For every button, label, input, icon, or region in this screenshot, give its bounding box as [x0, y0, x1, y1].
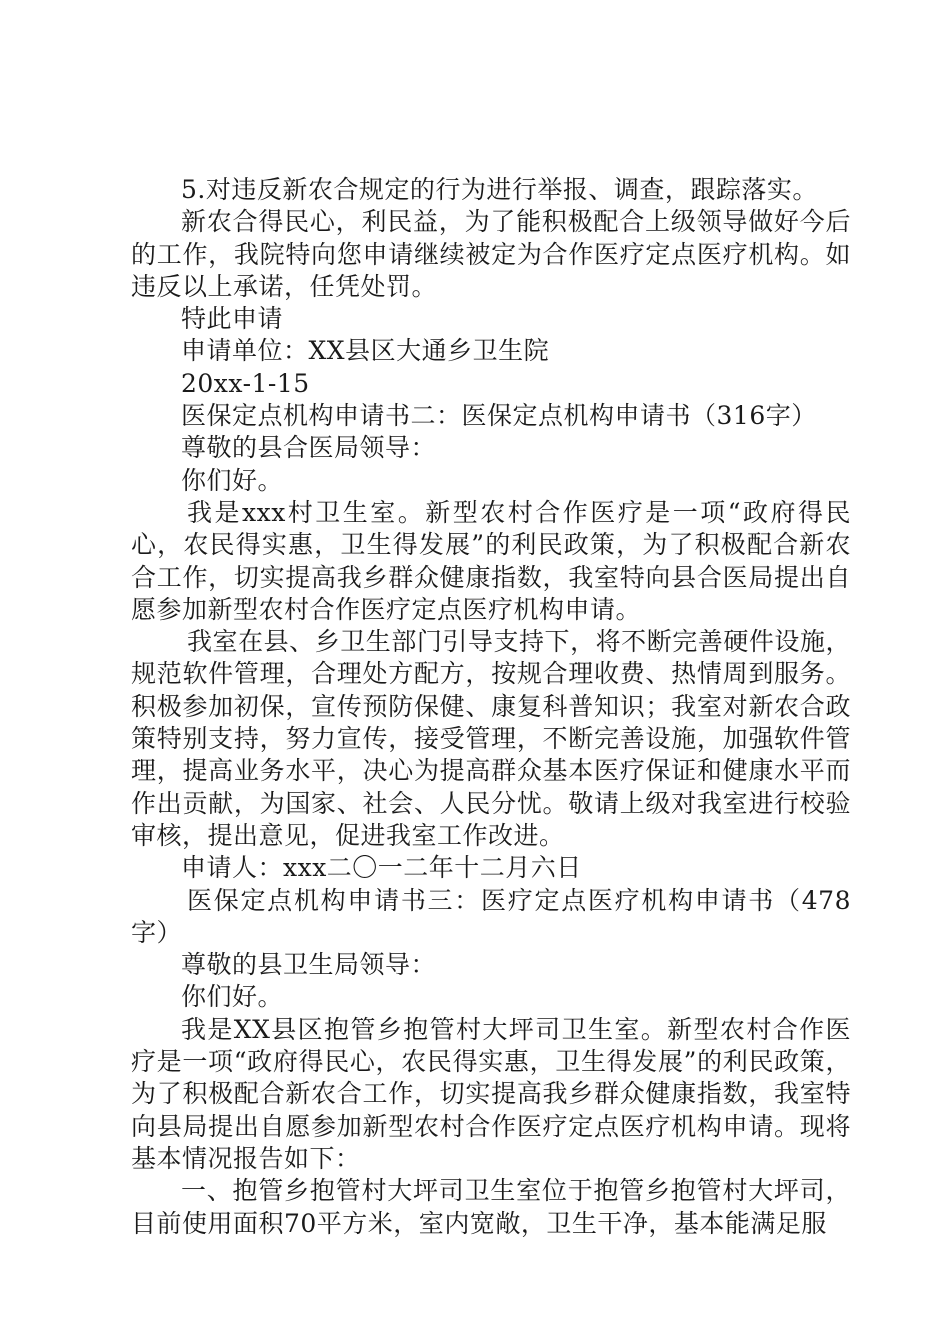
- paragraph-item-5: 5.对违反新农合规定的行为进行举报、调查，跟踪落实。: [181, 175, 818, 204]
- section-heading-three: 医保定点机构申请书三：医疗定点医疗机构申请书（478字）: [131, 885, 851, 947]
- paragraph-commitments: 我室在县、乡卫生部门引导支持下，将不断完善硬件设施，规范软件管理，合理处方配方，按规合理收费、热情周到服务。积极参加初保，宣传预防保健、康复科普知识；我室对新农合政策特别支持，努力宣传，接受管理，不断完善设施，加强软件管理，提高业务水平，决心为提高群众基本医疗保证和健康水平而作出贡献，为国家、社会、人民分忧。敬请上级对我室进行校验审核，提出意见，促进我室工作改进。: [131, 627, 851, 850]
- section-heading-two: 医保定点机构申请书二：医保定点机构申请书（316字）: [181, 401, 817, 431]
- paragraph-intro-three: 我是XX县区抱管乡抱管村大坪司卫生室。新型农村合作医疗是一项“政府得民心，农民得实惠，卫生得发展”的利民政策，为了积极配合新农合工作，切实提高我乡群众健康指数，我室特向县局提出自愿参加新型农村合作医疗定点医疗机构申请。现将基本情况报告如下：: [131, 1014, 851, 1173]
- paragraph-basic-info: 一、抱管乡抱管村大坪司卫生室位于抱管乡抱管村大坪司，目前使用面积70平方米，室内宽敞，卫生干净，基本能满足服: [131, 1176, 851, 1238]
- paragraph-intro: 我是xxx村卫生室。新型农村合作医疗是一项“政府得民心，农民得实惠，卫生得发展”的利民政策，为了积极配合新农合工作，切实提高我乡群众健康指数，我室特向县合医局提出自愿参加新型农村合作医疗定点医疗机构申请。: [131, 497, 851, 624]
- paragraph-commitment: 新农合得民心，利民益，为了能积极配合上级领导做好今后的工作，我院特向您申请继续被定为合作医疗定点医疗机构。如违反以上承诺，任凭处罚。: [131, 207, 851, 301]
- document-body: [131, 174, 851, 1240]
- application-date: 20xx-1-15: [181, 368, 310, 398]
- closing-phrase: 特此申请: [181, 304, 284, 334]
- salutation: 尊敬的县合医局领导：: [181, 433, 437, 463]
- applicant-signature: 申请人：xxx二〇一二年十二月六日: [181, 853, 582, 883]
- greeting-three: 你们好。: [181, 982, 284, 1012]
- salutation-three: 尊敬的县卫生局领导：: [181, 950, 437, 980]
- applicant-unit: 申请单位：XX县区大通乡卫生院: [181, 336, 550, 366]
- greeting: 你们好。: [181, 465, 284, 495]
